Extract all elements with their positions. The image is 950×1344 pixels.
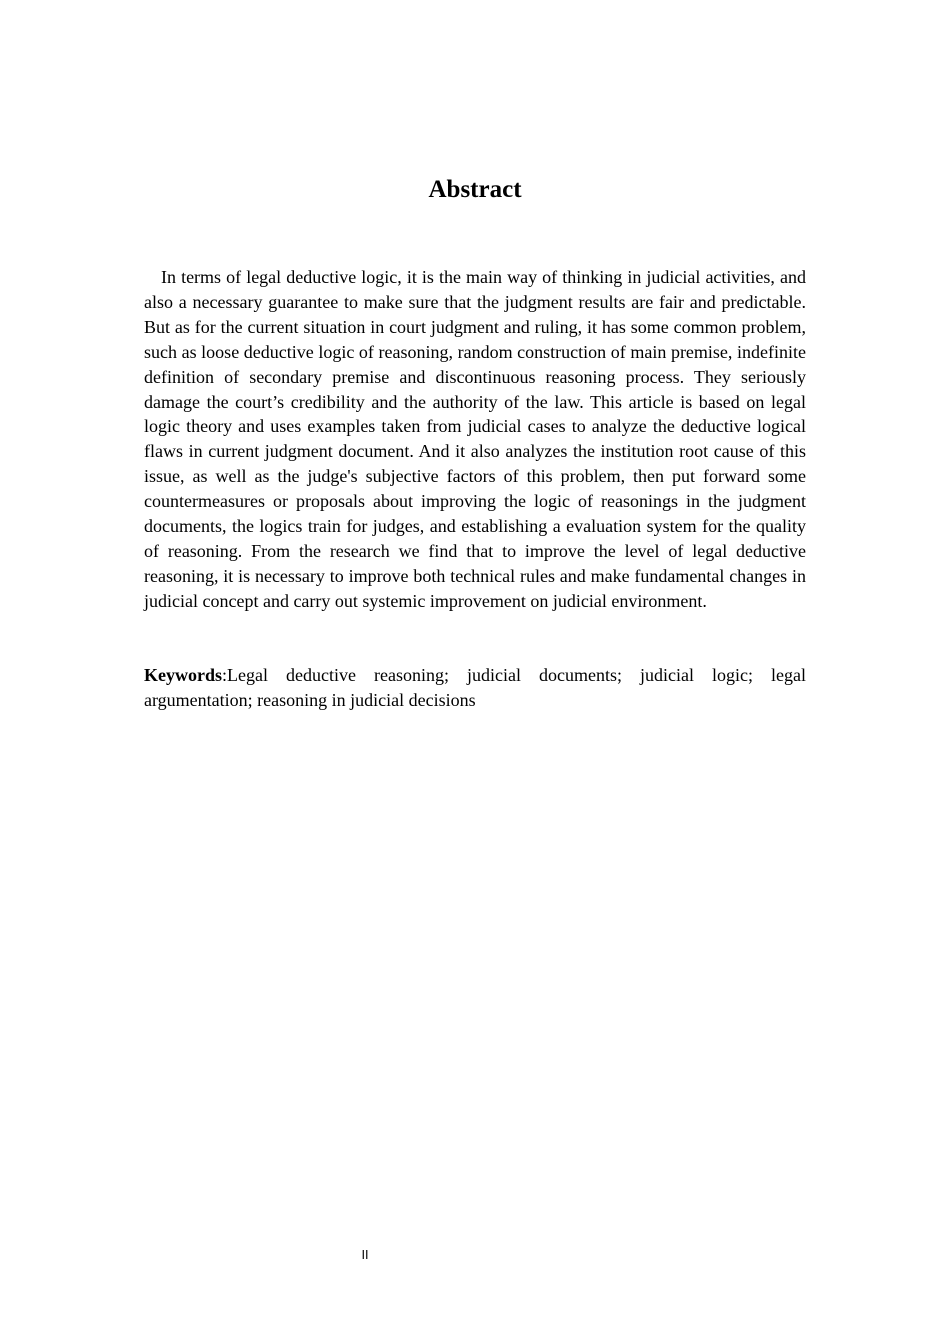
keywords-text: Legal deductive reasoning; judicial documents; judicial logic; legal argumentation; reasoning in judicial decisions xyxy=(144,665,806,710)
abstract-paragraph: In terms of legal deductive logic, it is the main way of thinking in judicial activities, and also a necessary guarantee to make sure that the judgment results are fair and predictable. But as for the current situation in court judgment and ruling, it has some common problem, such as loose deductive logic of reasoning, random construction of main premise, indefinite definition of secondary premise and discontinuous reasoning process. They seriously damage the court’s credibility and the authority of the law. This article is based on legal logic theory and uses examples taken from judicial cases to analyze the deductive logical flaws in current judgment document. And it also analyzes the institution root cause of this issue, as well as the judge's subjective factors of this problem, then put forward some countermeasures or proposals about improving the logic of reasonings in the judgment documents, the logics train for judges, and establishing a evaluation system for the quality of reasoning. From the research we find that to improve the level of legal deductive reasoning, it is necessary to improve both technical rules and make fundamental changes in judicial concept and carry out systemic improvement on judicial environment. xyxy=(144,267,806,611)
keywords-label: Keywords xyxy=(144,665,222,685)
page-title: Abstract xyxy=(428,176,522,203)
keywords-line xyxy=(144,663,806,713)
keywords-separator: : xyxy=(222,665,228,685)
page-number: II xyxy=(361,1248,369,1262)
